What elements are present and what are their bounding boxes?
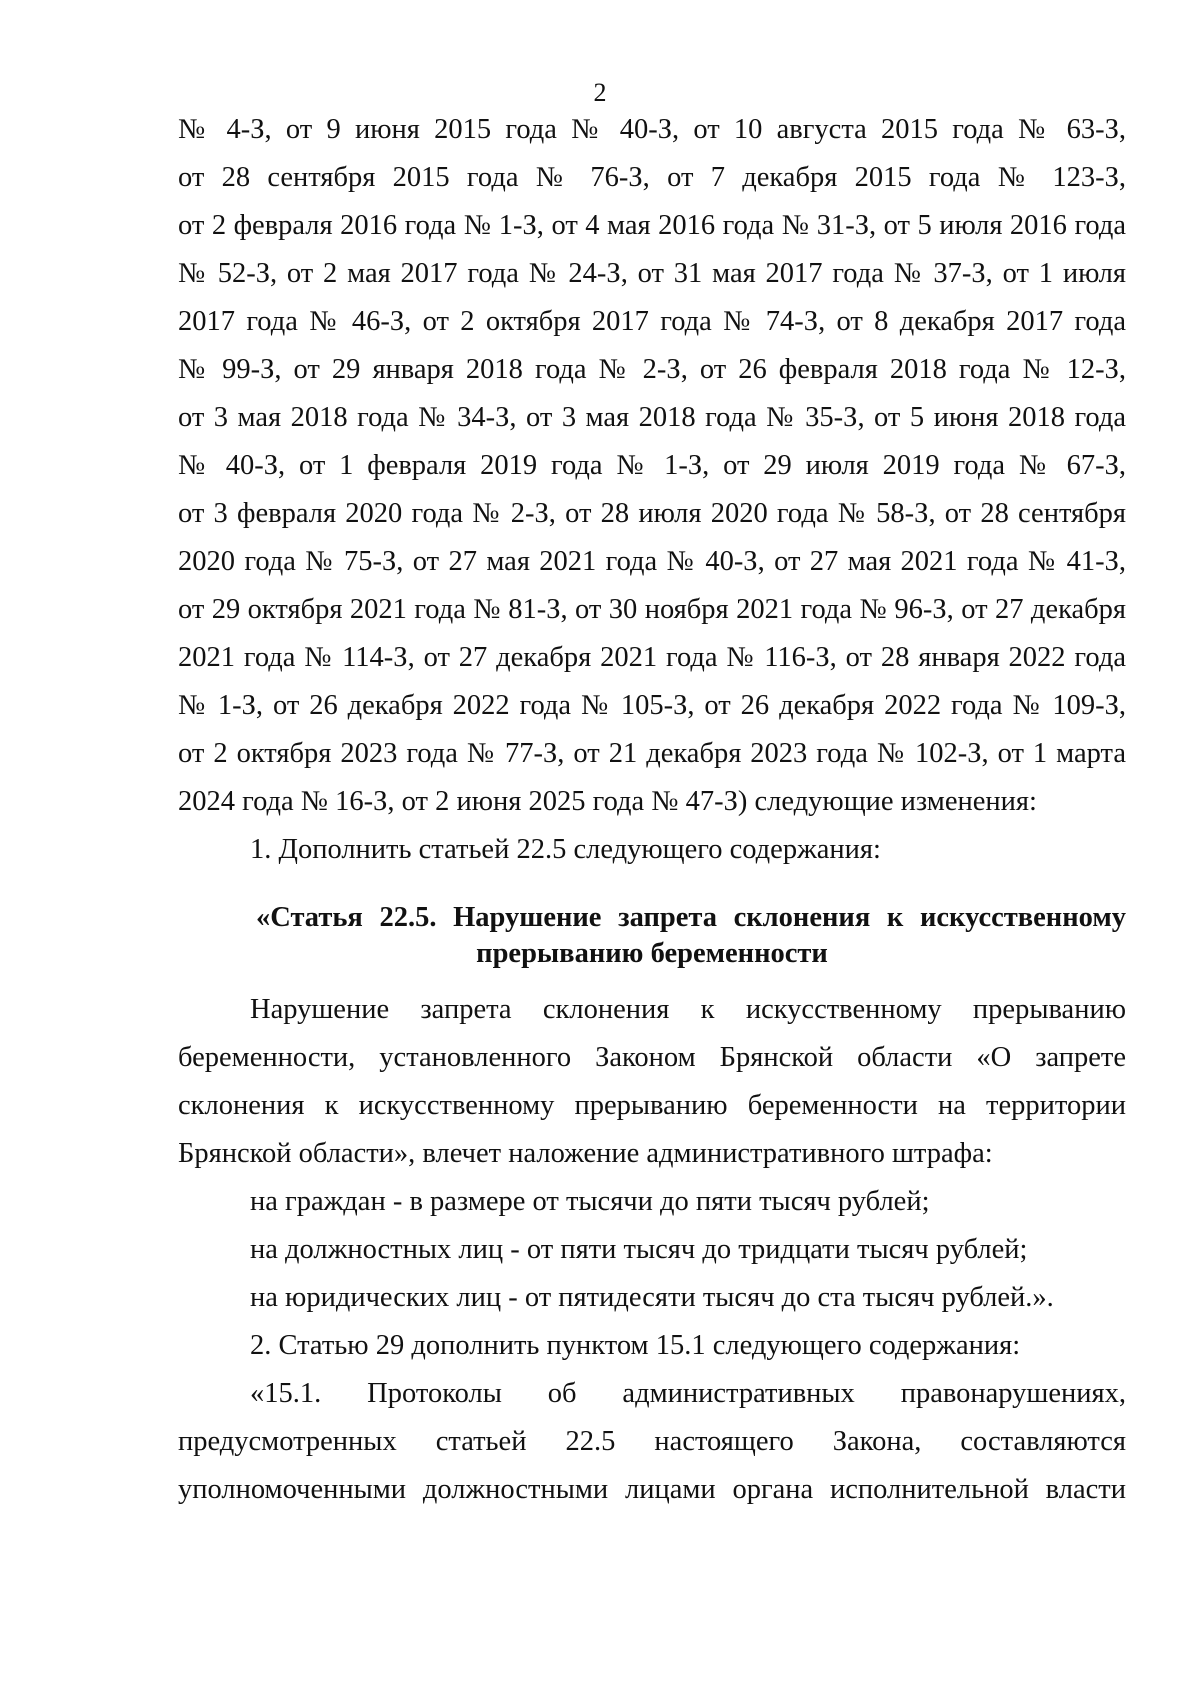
fine-legal-entities: на юридических лиц - от пятидесяти тысяч до ста тысяч рублей.». <box>250 1282 1054 1313</box>
text-line: № 52-З, от 2 мая 2017 года № 24-З, от 31 мая 2017 года № 37-З, от 1 июля <box>178 258 1126 289</box>
text-line: 2020 года № 75-З, от 27 мая 2021 года № 40-З, от 27 мая 2021 года № 41-З, <box>178 546 1126 577</box>
text-line: от 28 сентября 2015 года № 76-З, от 7 декабря 2015 года № 123-З, <box>178 162 1126 193</box>
article-heading-line-2: прерыванию беременности <box>476 938 828 969</box>
clause-15-1-paragraph <box>178 1370 1126 1514</box>
item-2-paragraph <box>178 1322 1126 1370</box>
text-line: Брянской области», влечет наложение административного штрафа: <box>178 1138 993 1169</box>
text-line: склонения к искусственному прерыванию беременности на территории <box>178 1090 1126 1121</box>
text-line: от 2 февраля 2016 года № 1-З, от 4 мая 2016 года № 31-З, от 5 июля 2016 года <box>178 210 1126 241</box>
fine-officials: на должностных лиц - от пяти тысяч до тридцати тысяч рублей; <box>250 1234 1028 1265</box>
article-heading-line-1: «Статья 22.5. Нарушение запрета склонения к искусственному <box>256 902 1126 933</box>
fines-list <box>178 1178 1126 1322</box>
text-line: предусмотренных статьей 22.5 настоящего Закона, составляются <box>178 1426 1126 1457</box>
text-line: беременности, установленного Законом Брянской области «О запрете <box>178 1042 1126 1073</box>
text-line: № 40-З, от 1 февраля 2019 года № 1-З, от 29 июля 2019 года № 67-З, <box>178 450 1126 481</box>
text-line: № 1-З, от 26 декабря 2022 года № 105-З, от 26 декабря 2022 года № 109-З, <box>178 690 1126 721</box>
text-line: Нарушение запрета склонения к искусственному прерыванию <box>250 994 1126 1025</box>
text-line: от 3 февраля 2020 года № 2-З, от 28 июля 2020 года № 58-З, от 28 сентября <box>178 498 1126 529</box>
fine-citizens: на граждан - в размере от тысячи до пяти тысяч рублей; <box>250 1186 930 1217</box>
text-line: № 99-З, от 29 января 2018 года № 2-З, от 26 февраля 2018 года № 12-З, <box>178 354 1126 385</box>
text-line: уполномоченными должностными лицами органа исполнительной власти <box>178 1474 1126 1505</box>
article-heading <box>178 900 1126 972</box>
item-1-text: 1. Дополнить статьей 22.5 следующего содержания: <box>250 834 881 865</box>
item-2-text: 2. Статью 29 дополнить пунктом 15.1 следующего содержания: <box>250 1330 1021 1361</box>
text-line: № 4-З, от 9 июня 2015 года № 40-З, от 10 августа 2015 года № 63-З, <box>178 114 1126 145</box>
page-number: 2 <box>593 78 607 107</box>
text-line: от 29 октября 2021 года № 81-З, от 30 ноября 2021 года № 96-З, от 27 декабря <box>178 594 1126 625</box>
text-line: 2017 года № 46-З, от 2 октября 2017 года № 74-З, от 8 декабря 2017 года <box>178 306 1126 337</box>
item-1-paragraph <box>178 826 1126 874</box>
text-line: от 3 мая 2018 года № 34-З, от 3 мая 2018 года № 35-З, от 5 июня 2018 года <box>178 402 1126 433</box>
text-line: 2024 года № 16-З, от 2 июня 2025 года № 47-З) следующие изменения: <box>178 786 1037 817</box>
amendments-paragraph <box>178 106 1126 826</box>
text-line: от 2 октября 2023 года № 77-З, от 21 декабря 2023 года № 102-З, от 1 марта <box>178 738 1126 769</box>
text-line: 2021 года № 114-З, от 27 декабря 2021 года № 116-З, от 28 января 2022 года <box>178 642 1126 673</box>
article-body-paragraph <box>178 986 1126 1178</box>
text-line: «15.1. Протоколы об административных правонарушениях, <box>250 1378 1126 1409</box>
